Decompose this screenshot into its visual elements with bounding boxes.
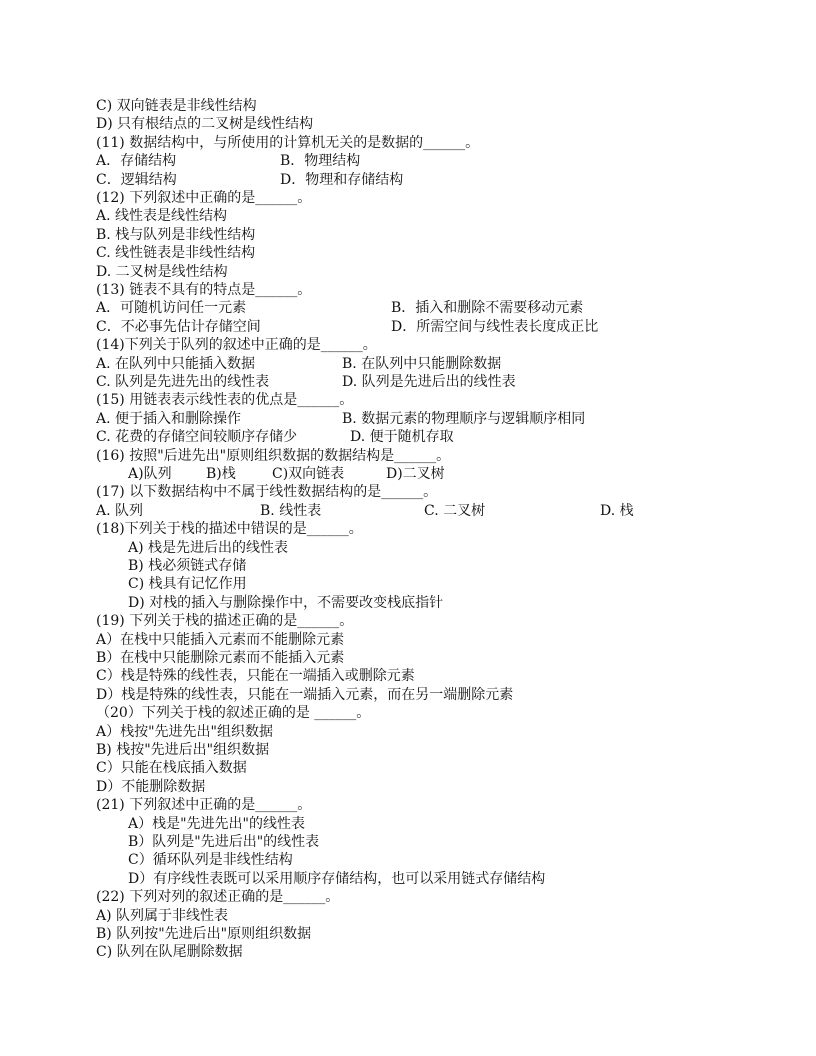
option-row [96,428,454,446]
option: B) 队列按"先进后出"原则组织数据 [96,926,312,942]
option: B) 栈按"先进后出"组织数据 [96,742,270,758]
option: C）栈是特殊的线性表，只能在一端插入或删除元素 [96,668,415,685]
option: B. 线性表 [260,502,322,519]
option: D）有序线性表既可以采用顺序存储结构，也可以采用链式存储结构 [128,870,546,887]
option-row [96,465,445,483]
option: D．物理和存储结构 [280,171,404,188]
option: C) 栈具有记忆作用 [128,576,247,593]
question-stem: (12) 下列叙述中正确的是______。 [96,190,312,206]
option: D）栈是特殊的线性表，只能在一端插入元素，而在另一端删除元素 [96,686,514,703]
option: A．存储结构 [96,153,177,170]
option-row [96,318,599,336]
option-row [96,152,361,170]
option: C）只能在栈底插入数据 [96,760,247,777]
option-row [96,502,634,520]
option: D．所需空间与线性表长度成正比 [391,318,599,335]
question-stem: (19) 下列关于栈的描述正确的是______。 [96,613,354,630]
option: D. 队列是先进后出的线性表 [342,374,516,390]
option: D. 便于随机存取 [350,429,454,446]
option: B．物理结构 [280,153,361,170]
option-row [96,171,404,189]
option: B) 栈必须链式存储 [128,558,247,574]
option: C) 队列在队尾删除数据 [96,944,243,961]
option-row [96,299,584,317]
option: A)队列 [128,466,172,482]
question-stem: （20）下列关于栈的叙述正确的是 ______。 [96,705,371,722]
option: C. 队列是先进先出的线性表 [96,374,270,390]
question-stem: (15) 用链表表示线性表的优点是______。 [96,392,354,409]
option-row [96,373,516,391]
option: D) 对栈的插入与删除操作中，不需要改变栈底指针 [128,594,444,611]
option: C. 线性链表是非线性结构 [96,245,256,262]
option: B. 在队列中只能删除数据 [342,355,502,372]
option: A）栈按"先进先出"组织数据 [96,723,273,740]
option: A) 栈是先进后出的线性表 [128,539,289,556]
option: C．不必事先估计存储空间 [96,318,261,335]
text-line: D) 只有根结点的二叉树是线性结构 [96,116,314,133]
question-stem: (17) 以下数据结构中不属于线性数据结构的是______。 [96,484,438,501]
option: C)双向链表 [272,466,345,482]
option: A）在栈中只能插入元素而不能删除元素 [96,631,345,648]
question-stem: (18)下列关于栈的描述中错误的是______。 [96,521,363,538]
option: A）栈是"先进先出"的线性表 [128,815,305,832]
option: A. 在队列中只能插入数据 [96,355,256,372]
option: A. 便于插入和删除操作 [96,410,242,427]
option: B．插入和删除不需要移动元素 [391,300,584,317]
option: D. 二叉树是线性结构 [96,263,228,280]
option: B. 栈与队列是非线性结构 [96,226,256,243]
question-stem: (16) 按照"后进先出"原则组织数据的数据结构是______。 [96,447,451,464]
option: D. 栈 [600,502,634,519]
text-line: C) 双向链表是非线性结构 [96,98,257,114]
option: B. 数据元素的物理顺序与逻辑顺序相同 [342,410,586,427]
option: A) 队列属于非线性表 [96,907,229,924]
option: B）队列是"先进后出"的线性表 [128,834,320,850]
option: C）循环队列是非线性结构 [128,852,293,869]
option: A. 线性表是线性结构 [96,208,228,225]
question-stem: (21) 下列叙述中正确的是______。 [96,797,312,814]
question-stem: (13) 链表不具有的特点是______。 [96,282,312,298]
question-stem: (22) 下列对列的叙述正确的是______。 [96,889,340,906]
option: A. 队列 [96,502,144,519]
option: C. 花费的存储空间较顺序存储少 [96,429,298,446]
option: C．逻辑结构 [96,171,177,188]
option: C. 二叉树 [424,502,486,519]
option: A．可随机访问任一元素 [96,300,247,317]
question-stem: (14)下列关于队列的叙述中正确的是______。 [96,337,377,354]
question-stem: (11) 数据结构中，与所使用的计算机无关的是数据的______。 [96,134,480,151]
option: D)二叉树 [386,466,445,482]
option: D）不能删除数据 [96,778,206,795]
option: B)栈 [206,466,236,482]
option: B）在栈中只能删除元素而不能插入元素 [96,650,345,666]
option-row [96,355,502,373]
option-row [96,410,586,428]
